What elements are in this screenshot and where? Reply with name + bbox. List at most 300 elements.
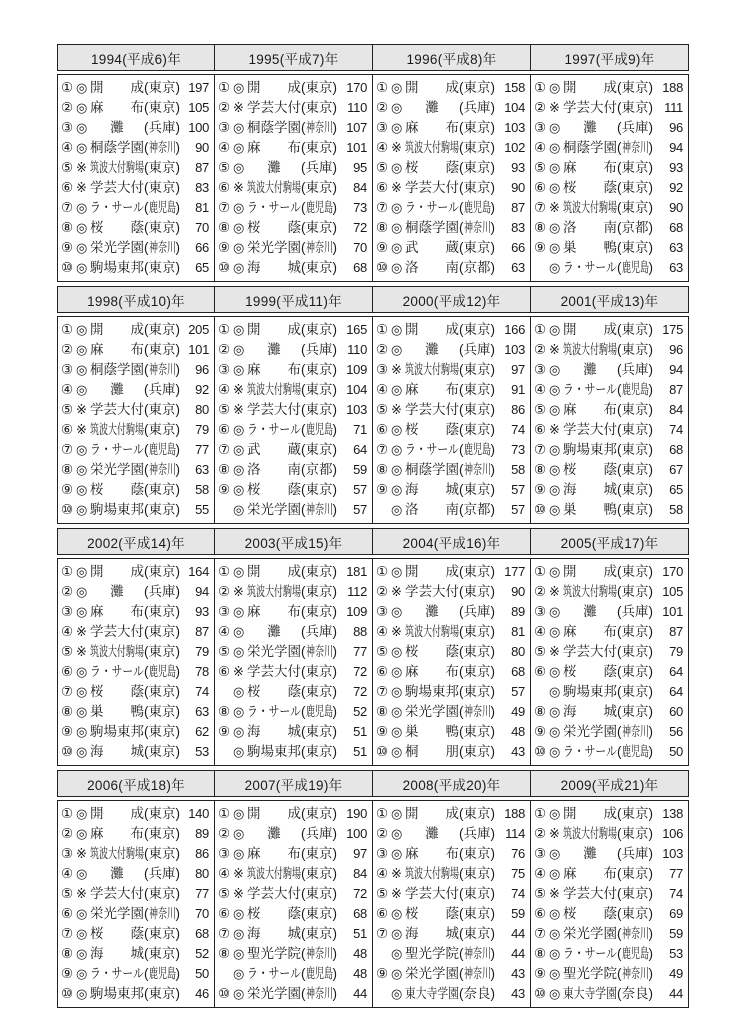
admission-count: 111 [664, 100, 683, 115]
school-type-mark: ◎ [549, 240, 561, 255]
paren-open: ( [459, 442, 464, 457]
rank-number: ⑦ [218, 200, 231, 215]
school-type-mark: ◎ [391, 160, 403, 175]
prefecture [301, 682, 345, 702]
school-name: 桜 蔭 [90, 482, 144, 497]
prefecture-text: 東京 [621, 160, 649, 175]
ranking-row [58, 642, 214, 662]
paren-open: ( [459, 846, 464, 861]
prefecture-text: 東京 [148, 826, 176, 841]
paren-close: ) [332, 724, 337, 739]
prefecture [617, 420, 661, 440]
ranking-row [373, 500, 530, 520]
paren-open: ( [617, 100, 622, 115]
paren-open: ( [617, 382, 622, 397]
school-type-mark: ※ [76, 402, 87, 417]
paren-open: ( [459, 362, 464, 377]
paren-close: ) [175, 100, 180, 115]
rank-number: ② [218, 342, 231, 357]
prefecture-text: 東京 [463, 140, 491, 155]
school-type-mark: ◎ [391, 342, 403, 357]
paren-close: ) [490, 502, 495, 517]
admission-count: 138 [662, 806, 683, 821]
year-block [57, 770, 215, 1008]
prefecture-text: 東京 [148, 80, 176, 95]
prefecture-text: 東京 [148, 220, 176, 235]
rank-number: ⑨ [534, 724, 547, 739]
school-type-mark: ◎ [76, 744, 88, 759]
paren-open: ( [459, 724, 464, 739]
school-type-mark: ◎ [549, 180, 561, 195]
admission-count: 72 [353, 684, 367, 699]
paren-open: ( [144, 200, 149, 215]
school-type-mark: ◎ [391, 120, 403, 135]
admission-count: 83 [195, 180, 209, 195]
admission-count: 112 [347, 584, 367, 599]
ranking-list [373, 800, 531, 1008]
school-type-mark: ※ [549, 422, 560, 437]
admission-count: 72 [353, 886, 367, 901]
school-name: 桐 蔭 学 園 [90, 140, 144, 155]
admission-count: 107 [346, 120, 367, 135]
school-name: 筑波大付駒場 [563, 200, 618, 215]
prefecture [459, 944, 503, 964]
paren-close: ) [648, 684, 653, 699]
paren-close: ) [332, 644, 337, 659]
prefecture-text: 東京 [463, 120, 491, 135]
paren-close: ) [332, 664, 337, 679]
school-type-mark: ◎ [76, 966, 88, 981]
prefecture-text: 神奈川 [305, 240, 333, 255]
prefecture [301, 904, 345, 924]
ranking-row [373, 622, 530, 642]
paren-open: ( [144, 382, 149, 397]
paren-open: ( [144, 402, 149, 417]
ranking-row [215, 924, 372, 944]
prefecture-text: 東京 [463, 806, 491, 821]
prefecture [617, 702, 661, 722]
ranking-row [373, 662, 530, 682]
admission-count: 72 [353, 220, 367, 235]
admission-count: 80 [195, 866, 209, 881]
prefecture [301, 662, 345, 682]
paren-open: ( [617, 402, 622, 417]
prefecture [459, 380, 503, 400]
paren-close: ) [332, 866, 337, 881]
prefecture [144, 804, 188, 824]
paren-close: ) [648, 240, 653, 255]
paren-open: ( [301, 664, 306, 679]
prefecture [301, 258, 345, 278]
ranking-row [373, 964, 530, 984]
prefecture-text: 東京 [621, 100, 649, 115]
prefecture [144, 258, 188, 278]
school-type-mark: ◎ [76, 684, 88, 699]
paren-open: ( [301, 886, 306, 901]
prefecture [459, 562, 503, 582]
school-type-mark: ◎ [76, 322, 88, 337]
prefecture-text: 東京 [463, 80, 491, 95]
school-name: 海 城 [90, 946, 144, 961]
paren-open: ( [301, 462, 306, 477]
ranking-row [215, 238, 372, 258]
prefecture-text: 鹿児島 [305, 422, 333, 437]
school-type-mark: ※ [233, 382, 244, 397]
paren-close: ) [332, 180, 337, 195]
admission-count: 197 [188, 80, 209, 95]
ranking-row [531, 480, 688, 500]
paren-close: ) [648, 220, 653, 235]
prefecture [301, 480, 345, 500]
school-type-mark: ◎ [233, 120, 245, 135]
rank-number: ④ [534, 624, 547, 639]
ranking-row [531, 78, 688, 98]
ranking-row [531, 904, 688, 924]
school-name: 筑波大付駒場 [90, 846, 145, 861]
ranking-row [215, 702, 372, 722]
prefecture-text: 東京 [463, 744, 491, 759]
prefecture [617, 844, 661, 864]
school-name: 筑波大付駒場 [247, 382, 302, 397]
ranking-row [58, 218, 214, 238]
admission-count: 57 [511, 502, 525, 517]
school-name: 巣 鴨 [563, 240, 617, 255]
rank-number: ⑤ [218, 886, 231, 901]
paren-close: ) [490, 260, 495, 275]
admission-count: 79 [195, 422, 209, 437]
prefecture [459, 78, 503, 98]
paren-open: ( [617, 220, 622, 235]
rank-number: ① [61, 806, 74, 821]
year-label: 2009(平成21)年 [560, 777, 659, 793]
paren-close: ) [332, 906, 337, 921]
admission-count: 63 [195, 462, 209, 477]
ranking-row [215, 360, 372, 380]
paren-close: ) [490, 482, 495, 497]
paren-open: ( [617, 886, 622, 901]
prefecture [617, 380, 661, 400]
admission-count: 102 [504, 140, 525, 155]
paren-close: ) [490, 624, 495, 639]
ranking-row [373, 420, 530, 440]
paren-open: ( [459, 100, 464, 115]
paren-open: ( [617, 362, 622, 377]
school-type-mark: ※ [391, 886, 402, 901]
paren-open: ( [301, 260, 306, 275]
school-name: ラ・サール [247, 422, 301, 437]
paren-open: ( [301, 200, 306, 215]
school-type-mark: ◎ [76, 362, 88, 377]
admission-count: 84 [353, 866, 367, 881]
school-type-mark: ※ [549, 100, 560, 115]
prefecture [144, 944, 188, 964]
paren-close: ) [490, 604, 495, 619]
paren-close: ) [490, 422, 495, 437]
prefecture-text: 東京 [305, 724, 333, 739]
prefecture-text: 東京 [305, 260, 333, 275]
ranking-row [373, 158, 530, 178]
paren-close: ) [648, 704, 653, 719]
rank-number: ⑤ [376, 644, 389, 659]
rank-number: ③ [61, 362, 74, 377]
admission-count: 64 [353, 442, 367, 457]
prefecture [301, 118, 345, 138]
prefecture [459, 400, 503, 420]
ranking-row [215, 622, 372, 642]
prefecture [459, 218, 503, 238]
paren-open: ( [459, 886, 464, 901]
admission-count: 73 [353, 200, 367, 215]
prefecture [144, 500, 188, 520]
paren-open: ( [459, 684, 464, 699]
paren-close: ) [175, 644, 180, 659]
ranking-row [531, 500, 688, 520]
school-name: 学 芸 大 付 [405, 402, 459, 417]
prefecture [144, 440, 188, 460]
ranking-row [215, 844, 372, 864]
paren-open: ( [459, 260, 464, 275]
paren-close: ) [490, 644, 495, 659]
school-type-mark: ◎ [391, 382, 403, 397]
admission-count: 77 [195, 442, 209, 457]
school-name: 海 城 [405, 926, 459, 941]
prefecture-text: 奈良 [463, 986, 491, 1001]
prefecture [144, 824, 188, 844]
rank-number: ⑩ [376, 260, 389, 275]
school-type-mark: ◎ [76, 724, 88, 739]
prefecture [144, 702, 188, 722]
school-type-mark: ◎ [391, 826, 403, 841]
school-type-mark: ◎ [233, 260, 245, 275]
paren-close: ) [175, 564, 180, 579]
ranking-row [531, 238, 688, 258]
school-type-mark: ◎ [233, 442, 245, 457]
paren-open: ( [617, 342, 622, 357]
admission-count: 63 [669, 240, 683, 255]
school-type-mark: ※ [76, 644, 87, 659]
school-type-mark: ◎ [549, 744, 561, 759]
paren-open: ( [459, 624, 464, 639]
paren-open: ( [144, 846, 149, 861]
paren-open: ( [459, 402, 464, 417]
paren-open: ( [144, 604, 149, 619]
paren-close: ) [648, 80, 653, 95]
prefecture-text: 神奈川 [148, 240, 176, 255]
admission-count: 76 [511, 846, 525, 861]
prefecture [459, 602, 503, 622]
ranking-row [531, 682, 688, 702]
paren-close: ) [648, 986, 653, 1001]
school-name: 開 成 [90, 80, 144, 95]
prefecture-text: 東京 [621, 906, 649, 921]
paren-open: ( [301, 906, 306, 921]
prefecture-text: 東京 [621, 402, 649, 417]
prefecture-text: 東京 [305, 362, 333, 377]
year-block [373, 44, 531, 282]
prefecture-text: 神奈川 [305, 946, 333, 961]
school-name: 桜 蔭 [563, 906, 617, 921]
rank-number: ⑥ [61, 664, 74, 679]
paren-open: ( [144, 664, 149, 679]
rank-number: ⑧ [376, 704, 389, 719]
paren-open: ( [301, 402, 306, 417]
ranking-row [531, 360, 688, 380]
admission-count: 96 [195, 362, 209, 377]
paren-close: ) [175, 664, 180, 679]
school-type-mark: ※ [549, 826, 560, 841]
prefecture-text: 鹿児島 [463, 200, 491, 215]
school-name: 桜 蔭 [405, 160, 459, 175]
ranking-row [531, 158, 688, 178]
prefecture-text: 東京 [463, 846, 491, 861]
ranking-list [215, 74, 373, 282]
school-type-mark: ◎ [549, 482, 561, 497]
year-block [531, 286, 689, 524]
prefecture-text: 東京 [305, 604, 333, 619]
paren-open: ( [617, 846, 622, 861]
admission-count: 44 [511, 926, 525, 941]
prefecture-text: 東京 [463, 160, 491, 175]
ranking-row [58, 864, 214, 884]
school-type-mark: ◎ [391, 322, 403, 337]
school-type-mark: ※ [391, 624, 402, 639]
admission-count: 87 [511, 200, 525, 215]
ranking-row [373, 864, 530, 884]
paren-open: ( [617, 584, 622, 599]
paren-close: ) [175, 926, 180, 941]
paren-open: ( [459, 482, 464, 497]
ranking-row [531, 258, 688, 278]
school-type-mark: ◎ [549, 604, 561, 619]
admission-count: 79 [669, 644, 683, 659]
school-name: 麻 布 [405, 664, 459, 679]
school-type-mark: ※ [76, 886, 87, 901]
school-name: 麻 布 [90, 826, 144, 841]
school-name: 学 芸 大 付 [563, 100, 617, 115]
rank-number: ⑥ [61, 180, 74, 195]
prefecture-text: 東京 [621, 684, 649, 699]
paren-close: ) [332, 806, 337, 821]
school-name: 灘 [110, 584, 124, 599]
prefecture-text: 東京 [148, 986, 176, 1001]
ranking-row [373, 238, 530, 258]
paren-open: ( [459, 744, 464, 759]
school-type-mark: ◎ [391, 80, 403, 95]
prefecture-text: 東京 [305, 80, 333, 95]
prefecture-text: 東京 [305, 402, 333, 417]
ranking-row [531, 924, 688, 944]
ranking-row [373, 904, 530, 924]
rank-number: ③ [376, 604, 389, 619]
school-name: 栄 光 学 園 [90, 906, 144, 921]
school-name: 桐 蔭 学 園 [247, 120, 301, 135]
school-type-mark: ◎ [76, 240, 88, 255]
rank-number: ① [61, 564, 74, 579]
paren-open: ( [459, 180, 464, 195]
school-type-mark: ◎ [549, 322, 561, 337]
prefecture [144, 722, 188, 742]
paren-close: ) [648, 482, 653, 497]
paren-open: ( [301, 220, 306, 235]
paren-close: ) [175, 906, 180, 921]
paren-open: ( [301, 684, 306, 699]
prefecture-text: 神奈川 [621, 966, 649, 981]
paren-close: ) [648, 624, 653, 639]
rank-number: ⑨ [61, 724, 74, 739]
school-type-mark: ◎ [233, 624, 245, 639]
rank-number: ① [376, 80, 389, 95]
paren-open: ( [301, 724, 306, 739]
prefecture-text: 東京 [148, 744, 176, 759]
rank-number: ② [61, 584, 74, 599]
paren-close: ) [175, 684, 180, 699]
rank-number: ② [61, 100, 74, 115]
rank-number: ② [218, 826, 231, 841]
prefecture-text: 兵庫 [148, 584, 176, 599]
admission-count: 94 [669, 140, 683, 155]
school-name: 桐 蔭 学 園 [405, 462, 459, 477]
year-header [215, 286, 373, 313]
school-name: 桜 蔭 [405, 422, 459, 437]
paren-open: ( [144, 684, 149, 699]
prefecture-text: 東京 [621, 422, 649, 437]
prefecture-text: 兵庫 [148, 382, 176, 397]
prefecture [144, 420, 188, 440]
prefecture-text: 東京 [463, 644, 491, 659]
school-name: 桜 蔭 [90, 684, 144, 699]
paren-open: ( [459, 604, 464, 619]
ranking-row [531, 400, 688, 420]
prefecture-text: 東京 [463, 926, 491, 941]
admission-count: 101 [346, 140, 367, 155]
school-type-mark: ◎ [233, 704, 245, 719]
rank-number: ⑤ [61, 160, 74, 175]
ranking-row [531, 138, 688, 158]
prefecture-text: 鹿児島 [305, 966, 333, 981]
school-type-mark: ◎ [233, 502, 245, 517]
ranking-row [215, 984, 372, 1004]
prefecture-text: 東京 [621, 462, 649, 477]
prefecture [617, 804, 661, 824]
prefecture [301, 198, 345, 218]
prefecture-text: 兵庫 [305, 342, 333, 357]
prefecture [617, 360, 661, 380]
prefecture-text: 東京 [621, 564, 649, 579]
rank-number: ② [534, 584, 547, 599]
paren-close: ) [175, 724, 180, 739]
paren-open: ( [459, 986, 464, 1001]
ranking-row [58, 582, 214, 602]
ranking-row [373, 884, 530, 904]
paren-close: ) [332, 362, 337, 377]
paren-close: ) [332, 422, 337, 437]
prefecture [144, 562, 188, 582]
school-type-mark: ◎ [391, 502, 403, 517]
rank-number: ② [376, 100, 389, 115]
ranking-row [373, 844, 530, 864]
rank-number: ① [534, 322, 547, 337]
admission-count: 109 [346, 362, 367, 377]
school-type-mark: ◎ [233, 462, 245, 477]
school-type-mark: ◎ [233, 926, 245, 941]
rank-number: ④ [218, 866, 231, 881]
year-block [531, 770, 689, 1008]
paren-close: ) [648, 362, 653, 377]
paren-close: ) [490, 886, 495, 901]
admission-count: 74 [195, 684, 209, 699]
paren-close: ) [332, 442, 337, 457]
school-name: 学 芸 大 付 [405, 584, 459, 599]
